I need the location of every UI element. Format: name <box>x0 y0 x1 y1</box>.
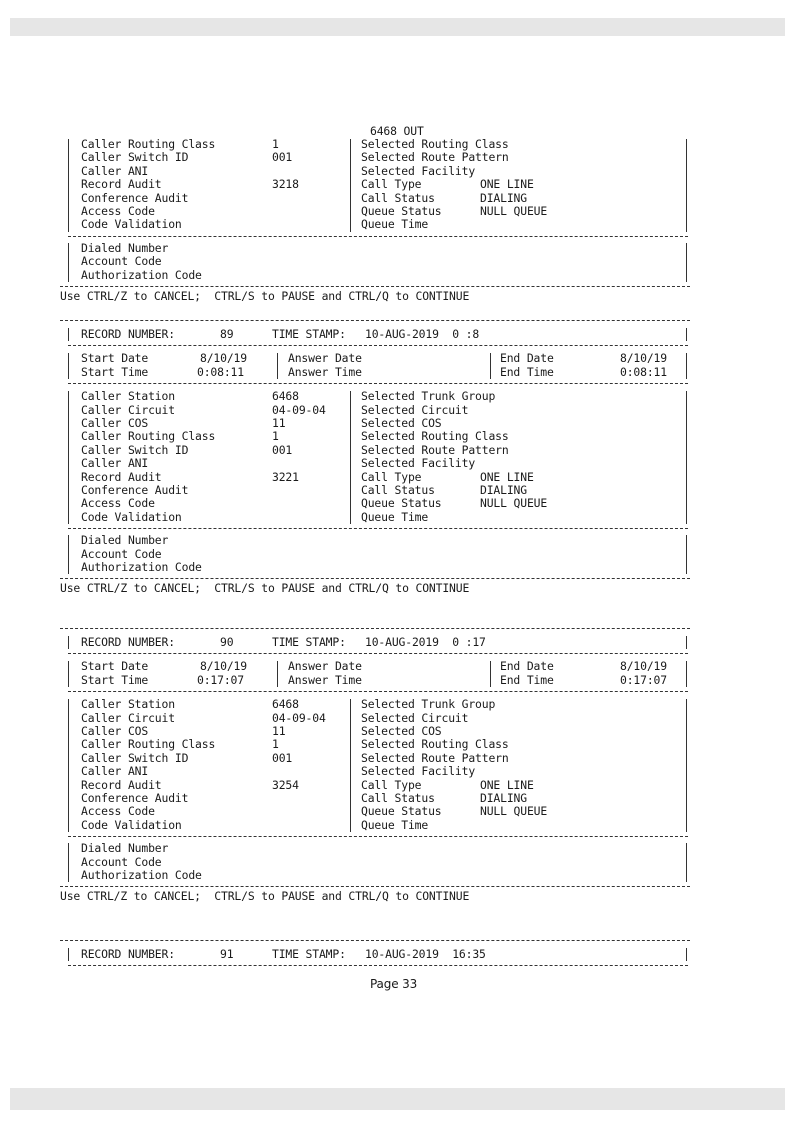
column-divider <box>277 661 278 687</box>
selected-field-label: Selected Trunk Group <box>361 697 496 712</box>
selected-field-label: Queue Status <box>361 204 442 218</box>
selected-field-label: Selected Trunk Group <box>361 389 496 404</box>
selected-field-value: ONE LINE <box>480 777 534 792</box>
record-top-rule <box>60 320 690 321</box>
caller-field-value: 6468 <box>272 389 299 404</box>
header-rule <box>68 345 688 346</box>
column-divider <box>350 391 351 524</box>
record-top-rule <box>60 940 690 941</box>
end-time-label: End Time <box>500 364 554 379</box>
selected-field-label: Call Type <box>361 777 422 792</box>
caller-field-value: 001 <box>272 442 293 457</box>
caller-field-label: Code Validation <box>81 509 182 524</box>
caller-field-value: 3254 <box>272 777 299 792</box>
ctrl-instructions: Use CTRL/Z to CANCEL; CTRL/S to PAUSE and CTRL/Q to CONTINUE <box>60 581 470 596</box>
selected-field-label: Selected Facility <box>361 163 476 178</box>
caller-field-label: Caller ANI <box>81 456 149 471</box>
caller-field-value: 1 <box>272 737 279 752</box>
left-border <box>68 699 69 832</box>
start-time-label: Start Time <box>81 672 149 687</box>
ctrl-instructions: Use CTRL/Z to CANCEL; CTRL/S to PAUSE and CTRL/Q to CONTINUE <box>60 289 470 303</box>
timestamp-value: 10-AUG-2019 16:35 <box>365 947 486 961</box>
record-number-value: 91 <box>220 947 234 961</box>
caller-field-label: Caller COS <box>81 724 149 738</box>
left-border <box>68 353 69 379</box>
right-border <box>686 391 687 524</box>
start-date-label: Start Date <box>81 351 149 366</box>
section-rule <box>68 528 688 529</box>
left-border <box>68 661 69 687</box>
selected-field-value: NULL QUEUE <box>480 204 548 218</box>
caller-field-value: 001 <box>272 150 293 165</box>
start-date-value: 8/10/19 <box>200 659 247 674</box>
selected-field-label: Call Status <box>361 791 435 805</box>
caller-field-label: Caller Switch ID <box>81 442 189 457</box>
caller-field-value: 1 <box>272 429 279 444</box>
selected-field-label: Call Status <box>361 190 435 205</box>
selected-field-value: ONE LINE <box>480 177 534 192</box>
record-number-label: RECORD NUMBER: <box>81 635 175 649</box>
caller-field-value: 6468 <box>272 697 299 712</box>
caller-field-label: Code Validation <box>81 217 182 232</box>
record-number-value: 90 <box>220 635 234 649</box>
start-time-label: Start Time <box>81 364 149 379</box>
selected-field-label: Selected Routing Class <box>361 137 509 151</box>
caller-field-label: Record Audit <box>81 469 162 484</box>
selected-field-label: Selected Facility <box>361 456 476 471</box>
selected-field-value: DIALING <box>480 483 527 497</box>
header-rule <box>68 653 688 654</box>
bottom-field-label: Account Code <box>81 546 162 561</box>
caller-field-value: 04-09-04 <box>272 710 326 725</box>
caller-field-label: Code Validation <box>81 817 182 832</box>
record-top-rule <box>60 628 690 629</box>
caller-field-value: 11 <box>272 416 286 430</box>
selected-field-label: Selected COS <box>361 724 442 738</box>
section-rule <box>68 383 688 384</box>
answer-date-label: Answer Date <box>288 351 362 366</box>
column-divider <box>490 353 491 379</box>
caller-field-label: Access Code <box>81 804 155 819</box>
right-border <box>686 843 687 882</box>
selected-field-label: Selected Route Pattern <box>361 442 509 457</box>
record-number-label: RECORD NUMBER: <box>81 327 175 341</box>
selected-field-label: Call Status <box>361 483 435 497</box>
left-border <box>68 843 69 882</box>
caller-field-label: Record Audit <box>81 777 162 792</box>
selected-field-label: Call Type <box>361 469 422 484</box>
bottom-field-label: Account Code <box>81 254 162 269</box>
selected-field-label: Queue Time <box>361 817 429 832</box>
column-divider <box>277 353 278 379</box>
caller-field-label: Conference Audit <box>81 483 189 497</box>
ctrl-instructions: Use CTRL/Z to CANCEL; CTRL/S to PAUSE and CTRL/Q to CONTINUE <box>60 889 470 904</box>
caller-field-value: 04-09-04 <box>272 402 326 417</box>
left-border <box>68 328 69 341</box>
bottom-field-label: Authorization Code <box>81 267 202 282</box>
right-border <box>686 699 687 832</box>
record-number-value: 89 <box>220 327 234 341</box>
end-time-label: End Time <box>500 672 554 687</box>
answer-time-label: Answer Time <box>288 364 362 379</box>
answer-date-label: Answer Date <box>288 659 362 674</box>
caller-field-label: Caller Switch ID <box>81 750 189 765</box>
timestamp-label: TIME STAMP: <box>272 947 346 961</box>
right-border <box>686 948 687 961</box>
selected-field-label: Queue Time <box>361 509 429 524</box>
right-border <box>686 353 687 379</box>
bottom-field-label: Authorization Code <box>81 560 202 574</box>
left-border <box>68 535 69 574</box>
timestamp-value: 10-AUG-2019 0 :17 <box>365 635 486 649</box>
caller-field-value: 11 <box>272 724 286 738</box>
caller-field-label: Conference Audit <box>81 791 189 805</box>
section-rule <box>68 236 688 237</box>
caller-field-label: Record Audit <box>81 177 162 192</box>
left-border <box>68 391 69 524</box>
start-date-value: 8/10/19 <box>200 351 247 366</box>
scan-edge-top <box>10 18 785 36</box>
selected-field-label: Selected COS <box>361 416 442 430</box>
selected-field-label: Selected Routing Class <box>361 737 509 752</box>
end-date-value: 8/10/19 <box>620 659 667 674</box>
scan-edge-bottom <box>10 1088 785 1110</box>
record-end-rule <box>60 578 690 579</box>
caller-field-label: Caller COS <box>81 416 149 430</box>
selected-field-value: DIALING <box>480 190 527 205</box>
answer-time-label: Answer Time <box>288 672 362 687</box>
caller-field-label: Caller Station <box>81 697 175 712</box>
record-number-label: RECORD NUMBER: <box>81 947 175 961</box>
selected-field-label: Selected Circuit <box>361 710 469 725</box>
bottom-field-label: Dialed Number <box>81 533 169 548</box>
header-rule <box>68 965 688 966</box>
selected-field-value: DIALING <box>480 791 527 805</box>
caller-station-out: 6468 OUT <box>370 124 424 138</box>
caller-field-value: 1 <box>272 137 279 151</box>
record-end-rule <box>60 286 690 287</box>
bottom-field-label: Authorization Code <box>81 868 202 882</box>
caller-field-value: 3218 <box>272 177 299 192</box>
selected-field-label: Call Type <box>361 177 422 192</box>
timestamp-label: TIME STAMP: <box>272 327 346 341</box>
end-date-label: End Date <box>500 351 554 366</box>
selected-field-value: ONE LINE <box>480 469 534 484</box>
bottom-field-label: Dialed Number <box>81 240 169 255</box>
caller-field-label: Caller ANI <box>81 163 149 178</box>
caller-field-label: Caller Station <box>81 389 175 404</box>
start-time-value: 0:17:07 <box>197 672 244 687</box>
timestamp-label: TIME STAMP: <box>272 635 346 649</box>
left-border <box>68 636 69 649</box>
bottom-field-label: Dialed Number <box>81 841 169 856</box>
right-border <box>686 636 687 649</box>
left-border <box>68 948 69 961</box>
column-divider <box>490 661 491 687</box>
end-time-value: 0:08:11 <box>620 364 667 379</box>
caller-field-value: 3221 <box>272 469 299 484</box>
selected-field-label: Queue Time <box>361 217 429 232</box>
right-border <box>686 328 687 341</box>
right-border <box>686 661 687 687</box>
selected-field-label: Selected Routing Class <box>361 429 509 444</box>
selected-field-label: Queue Status <box>361 496 442 511</box>
timestamp-value: 10-AUG-2019 0 :8 <box>365 327 480 341</box>
caller-field-label: Access Code <box>81 204 155 218</box>
page-number: Page 33 <box>370 977 418 991</box>
caller-field-label: Caller ANI <box>81 764 149 779</box>
column-divider <box>350 139 351 232</box>
selected-field-value: NULL QUEUE <box>480 804 548 819</box>
caller-field-label: Caller Switch ID <box>81 150 189 165</box>
start-date-label: Start Date <box>81 659 149 674</box>
left-border <box>68 139 69 232</box>
right-border <box>686 139 687 232</box>
selected-field-label: Selected Route Pattern <box>361 750 509 765</box>
caller-field-value: 001 <box>272 750 293 765</box>
selected-field-label: Selected Circuit <box>361 402 469 417</box>
selected-field-label: Queue Status <box>361 804 442 819</box>
right-border <box>686 535 687 574</box>
caller-field-label: Caller Circuit <box>81 710 175 725</box>
caller-field-label: Caller Routing Class <box>81 137 216 151</box>
section-rule <box>68 691 688 692</box>
selected-field-value: NULL QUEUE <box>480 496 548 511</box>
caller-field-label: Caller Routing Class <box>81 737 216 752</box>
column-divider <box>350 699 351 832</box>
caller-field-label: Caller Circuit <box>81 402 175 417</box>
end-date-value: 8/10/19 <box>620 351 667 366</box>
selected-field-label: Selected Facility <box>361 764 476 779</box>
end-time-value: 0:17:07 <box>620 672 667 687</box>
start-time-value: 0:08:11 <box>197 364 244 379</box>
caller-field-label: Conference Audit <box>81 190 189 205</box>
right-border <box>686 243 687 282</box>
caller-field-label: Access Code <box>81 496 155 511</box>
end-date-label: End Date <box>500 659 554 674</box>
record-end-rule <box>60 886 690 887</box>
selected-field-label: Selected Route Pattern <box>361 150 509 165</box>
caller-field-label: Caller Routing Class <box>81 429 216 444</box>
bottom-field-label: Account Code <box>81 854 162 869</box>
section-rule <box>68 836 688 837</box>
left-border <box>68 243 69 282</box>
